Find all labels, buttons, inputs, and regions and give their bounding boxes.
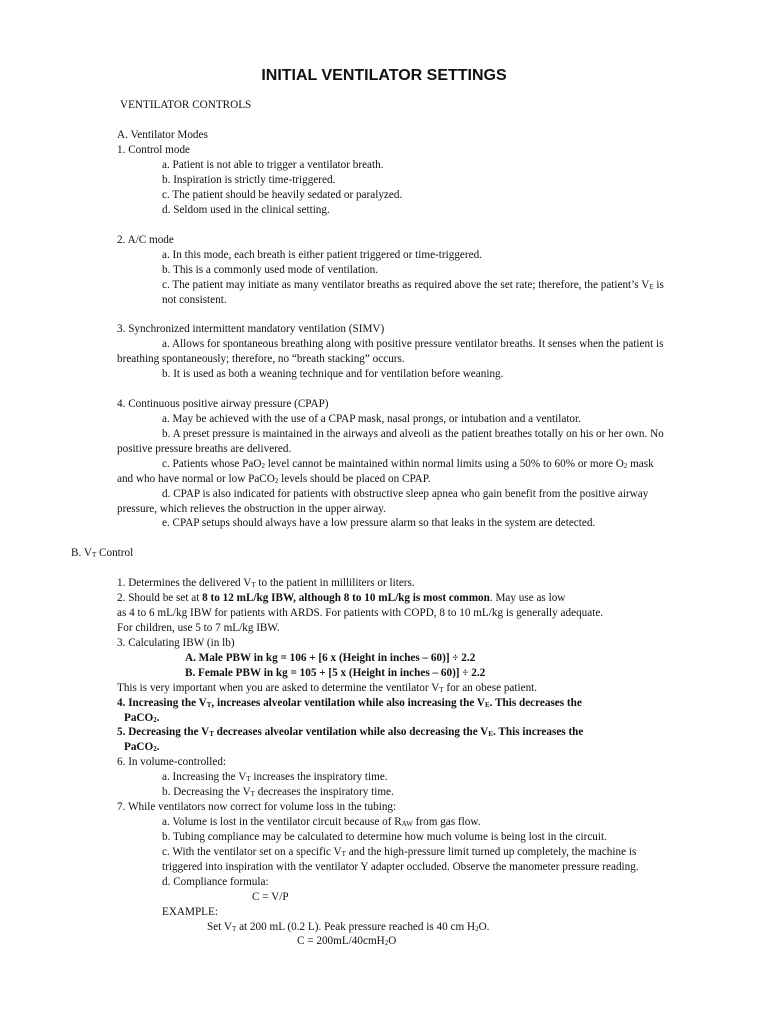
mode1-c: c. The patient should be heavily sedated or paralyzed. <box>162 189 403 201</box>
vt-item-2: 2. Should be set at 8 to 12 mL/kg IBW, although 8 to 10 mL/kg is most common. May use as low <box>117 592 566 604</box>
mode3-title: 3. Synchronized intermittent mandatory ventilation (SIMV) <box>117 323 385 335</box>
example-calculation: C = 200mL/40cmH$_2$O <box>297 935 397 947</box>
vt-item-2-line3: For children, use 5 to 7 mL/kg IBW. <box>117 622 280 634</box>
mode3-b: b. It is used as both a weaning technique and for ventilation before weaning. <box>162 368 504 380</box>
mode4-d-line2: pressure, which relieves the obstruction in the upper airway. <box>117 503 386 515</box>
vt-item-5-line2: PaCO$_2$. <box>124 741 160 753</box>
mode2-title: 2. A/C mode <box>117 234 174 246</box>
mode3-a-line2: breathing spontaneously; therefore, no “breath stacking” occurs. <box>117 353 405 365</box>
mode4-c-line2: and who have normal or low PaCO$_2$ levels should be placed on CPAP. <box>117 473 431 485</box>
vt-item-7: 7. While ventilators now correct for volume loss in the tubing: <box>117 801 397 813</box>
mode4-b-line2: positive pressure breaths are delivered. <box>117 443 292 455</box>
section-b-heading: B. $V_T$ Control <box>71 547 134 559</box>
vt-item-7d: d. Compliance formula: <box>162 876 269 888</box>
mode4-b-line1: b. A preset pressure is maintained in the airways and alveoli as the patient breathes totally on his or her own. No <box>162 428 664 440</box>
vt-item-7b: b. Tubing compliance may be calculated to determine how much volume is being lost in the circuit. <box>162 831 607 843</box>
obese-note: This is very important when you are asked to determine the ventilator $V_T$ for an obese patient. <box>117 682 538 694</box>
example-text: Set $V_T$ at 200 mL (0.2 L). Peak pressure reached is 40 cm $H_2O$. <box>207 921 490 933</box>
vt-item-7a: a. Volume is lost in the ventilator circuit because of $R_{AW}$ from gas flow. <box>162 816 481 828</box>
mode4-title: 4. Continuous positive airway pressure (CPAP) <box>117 398 329 410</box>
mode2-c-line1: c. The patient may initiate as many ventilator breaths as required above the set rate; therefore, the patient’s $V_E$ is <box>162 279 664 291</box>
vt-item-7c-line2: triggered into inspiration with the ventilator Y adapter occluded. Observe the manometer pressure reading. <box>162 861 639 873</box>
section-a-heading: A. Ventilator Modes <box>117 129 208 141</box>
mode3-a-line1: a. Allows for spontaneous breathing along with positive pressure ventilator breaths. It senses when the patient is <box>162 338 664 350</box>
mode4-c-line1: c. Patients whose PaO$_2$ level cannot be maintained within normal limits using a 50% to 60% or more $O_2$ mask <box>162 458 654 470</box>
section-heading: VENTILATOR CONTROLS <box>120 99 252 111</box>
vt-item-5: 5. Decreasing the $V_T$ decreases alveolar ventilation while also decreasing the $V_E$. This increases the <box>117 726 584 738</box>
vt-item-6a: a. Increasing the $V_T$ increases the inspiratory time. <box>162 771 388 783</box>
vt-item-2-line2: as 4 to 6 mL/kg IBW for patients with ARDS. For patients with COPD, 8 to 10 mL/kg is generally adequate. <box>117 607 604 619</box>
vt-item-7c: c. With the ventilator set on a specific $V_T$ and the high-pressure limit turned up completely, the machine is <box>162 846 637 858</box>
vt-item-1: 1. Determines the delivered $V_T$ to the patient in milliliters or liters. <box>117 577 415 589</box>
mode4-a: a. May be achieved with the use of a CPAP mask, nasal prongs, or intubation and a ventilator. <box>162 413 581 425</box>
vt-item-6: 6. In volume-controlled: <box>117 756 227 768</box>
mode4-d-line1: d. CPAP is also indicated for patients with obstructive sleep apnea who gain benefit from the positive airway <box>162 488 649 500</box>
mode2-b: b. This is a commonly used mode of ventilation. <box>162 264 379 276</box>
vt-item-4: 4. Increasing the $V_T$, increases alveolar ventilation while also increasing the $V_E$. This decreases the <box>117 697 582 709</box>
mode1-b: b. Inspiration is strictly time-triggered. <box>162 174 336 186</box>
mode4-e: e. CPAP setups should always have a low pressure alarm so that leaks in the system are detected. <box>162 517 596 529</box>
vt-item-6b: b. Decreasing the $V_T$ decreases the inspiratory time. <box>162 786 394 798</box>
mode2-a: a. In this mode, each breath is either patient triggered or time-triggered. <box>162 249 482 261</box>
mode1-d: d. Seldom used in the clinical setting. <box>162 204 330 216</box>
compliance-formula: C = V/P <box>252 891 289 903</box>
formula-female-pbw: B. Female PBW in kg = 105 + [5 x (Height in inches – 60)] ÷ 2.2 <box>185 667 486 679</box>
mode2-c-line2: not consistent. <box>162 294 227 306</box>
page-title: INITIAL VENTILATOR SETTINGS <box>261 67 507 84</box>
example-label: EXAMPLE: <box>162 906 218 918</box>
vt-item-4-line2: PaCO$_2$. <box>124 712 160 724</box>
mode1-title: 1. Control mode <box>117 144 191 156</box>
vt-item-3: 3. Calculating IBW (in lb) <box>117 637 235 649</box>
formula-male-pbw: A. Male PBW in kg = 106 + [6 x (Height in inches – 60)] ÷ 2.2 <box>185 652 476 664</box>
mode1-a: a. Patient is not able to trigger a ventilator breath. <box>162 159 384 171</box>
